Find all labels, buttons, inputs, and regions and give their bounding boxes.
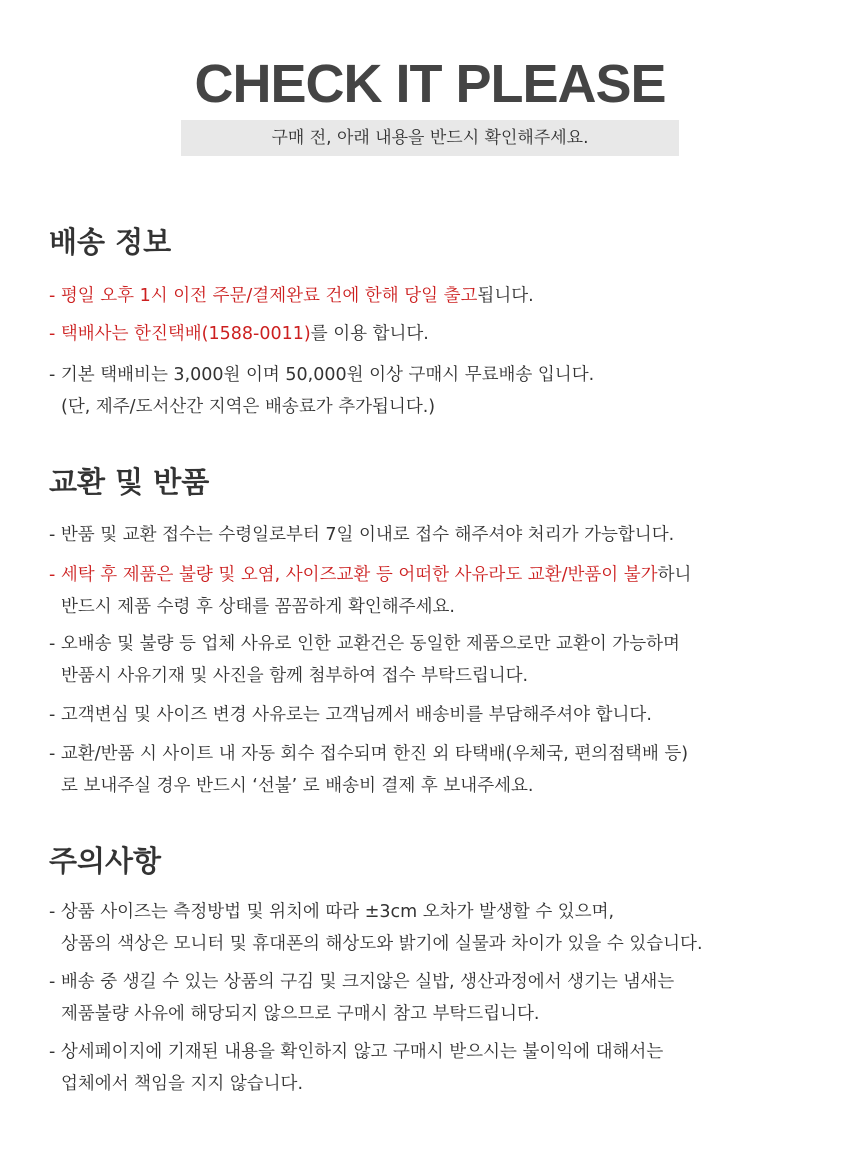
caution-item-1 (49, 896, 809, 960)
exchange-item-2-line2: 반드시 제품 수령 후 상태를 꼼꼼하게 확인해주세요. (61, 597, 455, 617)
page-title: CHECK IT PLEASE (194, 54, 666, 114)
caution-item-3 (49, 1036, 809, 1100)
shipping-section-title: 배송 정보 (49, 225, 172, 259)
exchange-item-3 (49, 628, 809, 692)
exchange-item-2 (49, 559, 809, 623)
caution-item-3-line1: - 상세페이지에 기재된 내용을 확인하지 않고 구매시 받으시는 불이익에 대해서는 (49, 1042, 664, 1062)
caution-section-title: 주의사항 (49, 844, 162, 878)
shipping-item-3 (49, 359, 809, 423)
caution-item-3-line2: 업체에서 책임을 지지 않습니다. (61, 1074, 304, 1094)
exchange-item-5-line2: 로 보내주실 경우 반드시 ‘선불’ 로 배송비 결제 후 보내주세요. (61, 776, 534, 796)
exchange-item-2-rest: 하니 (657, 565, 692, 585)
caution-item-1-line1: - 상품 사이즈는 측정방법 및 위치에 따라 ±3cm 오차가 발생할 수 있으며, (49, 902, 615, 922)
caution-item-2-line2: 제품불량 사유에 해당되지 않으므로 구매시 참고 부탁드립니다. (61, 1004, 540, 1024)
shipping-item-3-line1: - 기본 택배비는 3,000원 이며 50,000원 이상 구매시 무료배송 입니다. (49, 365, 595, 385)
exchange-item-5-line1: - 교환/반품 시 사이트 내 자동 회수 접수되며 한진 외 타택배(우체국, 편의점택배 등) (49, 744, 689, 764)
subtitle-bar: 구매 전, 아래 내용을 반드시 확인해주세요. (181, 120, 679, 156)
shipping-item-2-rest: 를 이용 합니다. (310, 324, 429, 344)
caution-item-1-line2: 상품의 색상은 모니터 및 휴대폰의 해상도와 밝기에 실물과 차이가 있을 수 있습니다. (61, 934, 703, 954)
exchange-item-4-line1: - 고객변심 및 사이즈 변경 사유로는 고객님께서 배송비를 부담해주셔야 합니다. (49, 705, 652, 725)
shipping-item-1-rest: 됩니다. (477, 286, 534, 306)
caution-item-2-line1: - 배송 중 생길 수 있는 상품의 구김 및 크지않은 실밥, 생산과정에서 생기는 냄새는 (49, 972, 675, 992)
shipping-item-1-highlight: - 평일 오후 1시 이전 주문/결제완료 건에 한해 당일 출고 (49, 286, 478, 306)
exchange-item-3-line2: 반품시 사유기재 및 사진을 함께 첨부하여 접수 부탁드립니다. (61, 666, 529, 686)
shipping-item-2-highlight: - 택배사는 한진택배(1588-0011) (49, 324, 311, 344)
exchange-item-2-highlight: - 세탁 후 제품은 불량 및 오염, 사이즈교환 등 어떠한 사유라도 교환/반품이 불가 (49, 565, 658, 585)
exchange-item-5 (49, 738, 809, 802)
exchange-item-4 (49, 699, 809, 731)
shipping-item-3-line2: (단, 제주/도서산간 지역은 배송료가 추가됩니다.) (61, 397, 436, 417)
exchange-item-3-line1: - 오배송 및 불량 등 업체 사유로 인한 교환건은 동일한 제품으로만 교환이 가능하며 (49, 634, 680, 654)
exchange-section-title: 교환 및 반품 (49, 465, 210, 499)
exchange-item-1 (49, 519, 809, 551)
exchange-item-1-line1: - 반품 및 교환 접수는 수령일로부터 7일 이내로 접수 해주셔야 처리가 가능합니다. (49, 525, 675, 545)
caution-item-2 (49, 966, 809, 1030)
shipping-item-1 (49, 280, 809, 312)
shipping-item-2 (49, 318, 809, 350)
